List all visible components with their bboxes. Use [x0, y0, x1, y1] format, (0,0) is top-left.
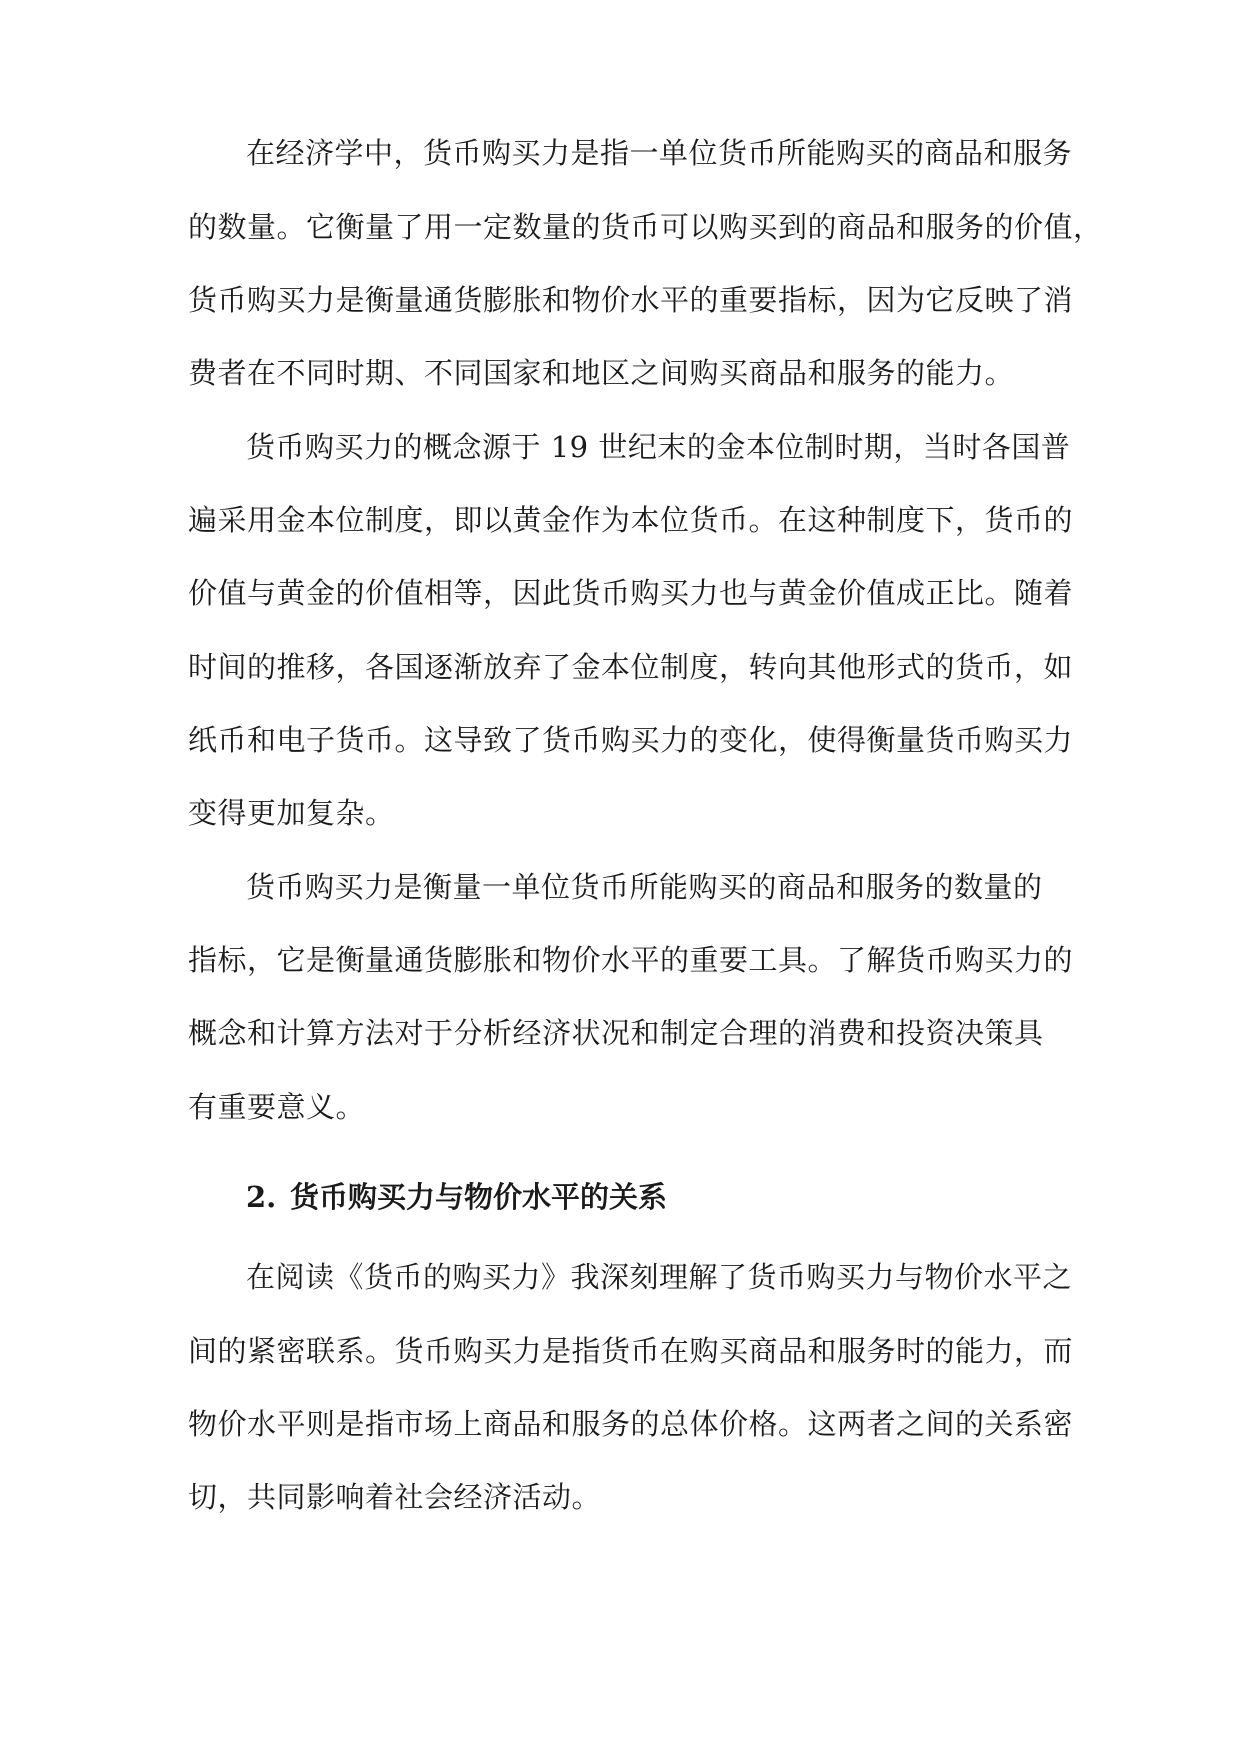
paragraph-3-line-3: 概念和计算方法对于分析经济状况和制定合理的消费和投资决策具 [188, 1016, 1044, 1050]
section-heading [246, 1177, 1046, 1217]
paragraph-4-line-2: 间的紧密联系。货币购买力是指货币在购买商品和服务时的能力，而 [188, 1334, 1074, 1368]
paragraph-2-line-1: 货币购买力的概念源于 19 世纪末的金本位制时期，当时各国普 [246, 430, 1071, 464]
paragraph-1-line-3: 货币购买力是衡量通货膨胀和物价水平的重要指标，因为它反映了消 [188, 283, 1074, 317]
paragraph-2-line-6: 变得更加复杂。 [188, 796, 395, 830]
paragraph-3-line-2: 指标，它是衡量通货膨胀和物价水平的重要工具。了解货币购买力的 [188, 943, 1074, 977]
paragraph-2-line-2: 遍采用金本位制度，即以黄金作为本位货币。在这种制度下，货币的 [188, 503, 1074, 537]
paragraph-2-line-4: 时间的推移，各国逐渐放弃了金本位制度，转向其他形式的货币，如 [188, 650, 1074, 684]
paragraph-3-line-4: 有重要意义。 [188, 1090, 366, 1124]
paragraph-4-line-3: 物价水平则是指市场上商品和服务的总体价格。这两者之间的关系密 [188, 1407, 1074, 1441]
paragraph-1-line-4: 费者在不同时期、不同国家和地区之间购买商品和服务的能力。 [188, 356, 1015, 390]
paragraph-1-line-2: 的数量。它衡量了用一定数量的货币可以购买到的商品和服务的价值， [188, 210, 1103, 244]
paragraph-4-line-4: 切，共同影响着社会经济活动。 [188, 1480, 602, 1514]
paragraph-2-line-3: 价值与黄金的价值相等，因此货币购买力也与黄金价值成正比。随着 [188, 576, 1074, 610]
section-title: 货币购买力与物价水平的关系 [290, 1180, 668, 1214]
paragraph-3-line-1: 货币购买力是衡量一单位货币所能购买的商品和服务的数量的 [246, 870, 1043, 904]
paragraph-1-line-1: 在经济学中，货币购买力是指一单位货币所能购买的商品和服务 [246, 136, 1073, 170]
paragraph-2-line-5: 纸币和电子货币。这导致了货币购买力的变化，使得衡量货币购买力 [188, 723, 1074, 757]
section-number: 2. [246, 1180, 277, 1214]
paragraph-4-line-1: 在阅读《货币的购买力》我深刻理解了货币购买力与物价水平之 [246, 1260, 1073, 1294]
